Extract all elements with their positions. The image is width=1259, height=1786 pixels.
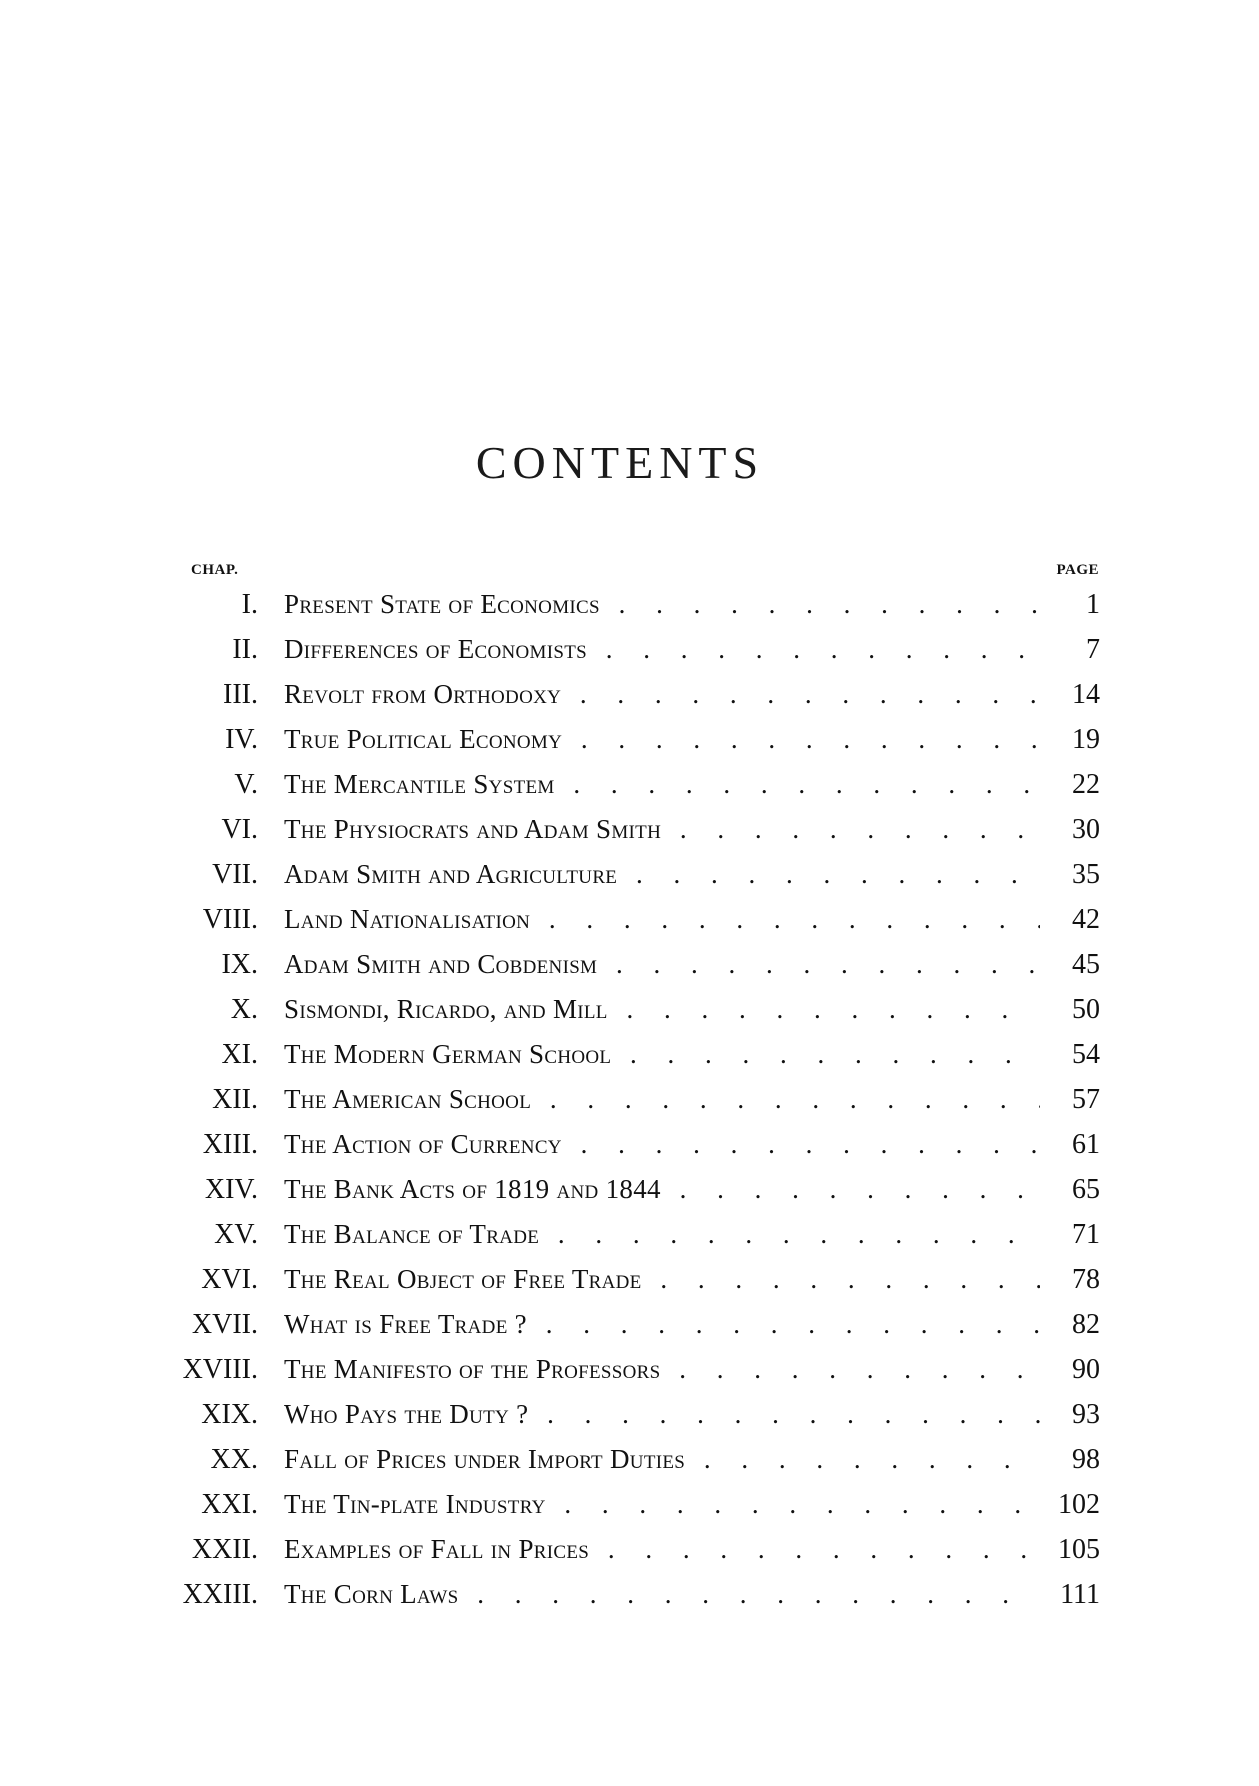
page-number: 50 [1040,987,1100,1032]
chapter-title: What is Free Trade ? . . . [284,1302,1050,1347]
toc-entry [120,1257,1120,1302]
page-number: 82 [1040,1302,1100,1347]
chapter-title: The Modern German School . . . [284,1032,1050,1077]
page-number: 30 [1040,807,1100,852]
chapter-number: V. [234,769,258,800]
chapter-title: The Tin-plate Industry . . . [284,1482,1050,1527]
chapter-title: The Manifesto of the Professors . . . [284,1347,1050,1392]
toc-entry [120,1302,1120,1347]
toc-entry [120,1212,1120,1257]
chapter-number: X. [230,994,258,1025]
chapter-number: IX. [221,949,258,980]
chapter-title: The Physiocrats and Adam Smith . . . [284,807,1050,852]
chapter-title: Adam Smith and Agriculture . . . [284,852,1050,897]
toc-entry [120,1032,1120,1077]
toc-entry [120,762,1120,807]
toc-entry [120,987,1120,1032]
chapter-title: Sismondi, Ricardo, and Mill . . . [284,987,1050,1032]
chapter-title: Land Nationalisation . . . [284,897,1050,942]
chapter-number: XVIII. [182,1354,258,1385]
chapter-column-label: CHAP. [191,562,239,578]
chapter-number: XIV. [204,1174,258,1205]
chapter-number: XIII. [202,1129,258,1160]
chapter-number: VIII. [202,904,258,935]
page-number: 7 [1040,627,1100,672]
toc-entry [120,1167,1120,1212]
chapter-title: Adam Smith and Cobdenism . . . [284,942,1050,987]
toc-entry [120,852,1120,897]
chapter-number: XI. [221,1039,258,1070]
chapter-title: Present State of Economics . . . [284,582,1050,627]
page-number: 42 [1040,897,1100,942]
toc-entry [120,1527,1120,1572]
page-number: 105 [1040,1527,1100,1572]
chapter-title: The Real Object of Free Trade . . . [284,1257,1050,1302]
page-number: 35 [1040,852,1100,897]
page-number: 90 [1040,1347,1100,1392]
page-number: 98 [1040,1437,1100,1482]
page-number: 78 [1040,1257,1100,1302]
toc-entry [120,582,1120,627]
toc-entry [120,807,1120,852]
chapter-title: True Political Economy . . . [284,717,1050,762]
chapter-title: The Mercantile System . . . [284,762,1050,807]
page-column-label: PAGE [1056,562,1099,578]
chapter-title: The Bank Acts of 1819 and 1844 . . . [284,1167,1050,1212]
chapter-title: Fall of Prices under Import Duties . . . [284,1437,1050,1482]
chapter-number: XVII. [191,1309,258,1340]
page-number: 61 [1040,1122,1100,1167]
page-number: 14 [1040,672,1100,717]
toc-entry [120,627,1120,672]
page-number: 1 [1040,582,1100,627]
page-number: 102 [1040,1482,1100,1527]
toc-entry [120,897,1120,942]
chapter-number: XXIII. [182,1579,258,1610]
page-number: 65 [1040,1167,1100,1212]
chapter-number: XVI. [201,1264,258,1295]
page-number: 93 [1040,1392,1100,1437]
page-number: 57 [1040,1077,1100,1122]
page-number: 54 [1040,1032,1100,1077]
chapter-number: XX. [210,1444,258,1475]
toc-entry [120,1437,1120,1482]
toc-entry [120,1572,1120,1617]
chapter-number: XV. [214,1219,258,1250]
chapter-number: I. [241,589,258,620]
chapter-number: XIX. [201,1399,258,1430]
page-title: CONTENTS [475,437,765,488]
chapter-number: IV. [225,724,258,755]
toc-entry [120,1122,1120,1167]
chapter-number: XXI. [201,1489,258,1520]
table-of-contents [120,558,1120,1617]
chapter-number: VII. [212,859,258,890]
toc-entry [120,717,1120,762]
page-number: 22 [1040,762,1100,807]
toc-header [120,558,1120,582]
page-number: 45 [1040,942,1100,987]
toc-entry [120,1077,1120,1122]
toc-entry [120,1482,1120,1527]
chapter-title: The Balance of Trade . . . [284,1212,1050,1257]
toc-entry [120,1392,1120,1437]
chapter-title: The Corn Laws . . . [284,1572,1050,1617]
chapter-number: II. [232,634,258,665]
chapter-number: XII. [212,1084,258,1115]
chapter-title: The American School . . . [284,1077,1050,1122]
chapter-number: VI. [221,814,258,845]
toc-entry [120,942,1120,987]
chapter-title: Who Pays the Duty ? . . . [284,1392,1050,1437]
chapter-number: III. [223,679,258,710]
chapter-title: Revolt from Orthodoxy . . . [284,672,1050,717]
chapter-title: Differences of Economists . . . [284,627,1050,672]
chapter-title: Examples of Fall in Prices . . . [284,1527,1050,1572]
page-number: 111 [1040,1572,1100,1617]
chapter-number: XXII. [191,1534,258,1565]
chapter-title: The Action of Currency . . . [284,1122,1050,1167]
toc-entry [120,672,1120,717]
page-number: 71 [1040,1212,1100,1257]
toc-entry [120,1347,1120,1392]
page-number: 19 [1040,717,1100,762]
